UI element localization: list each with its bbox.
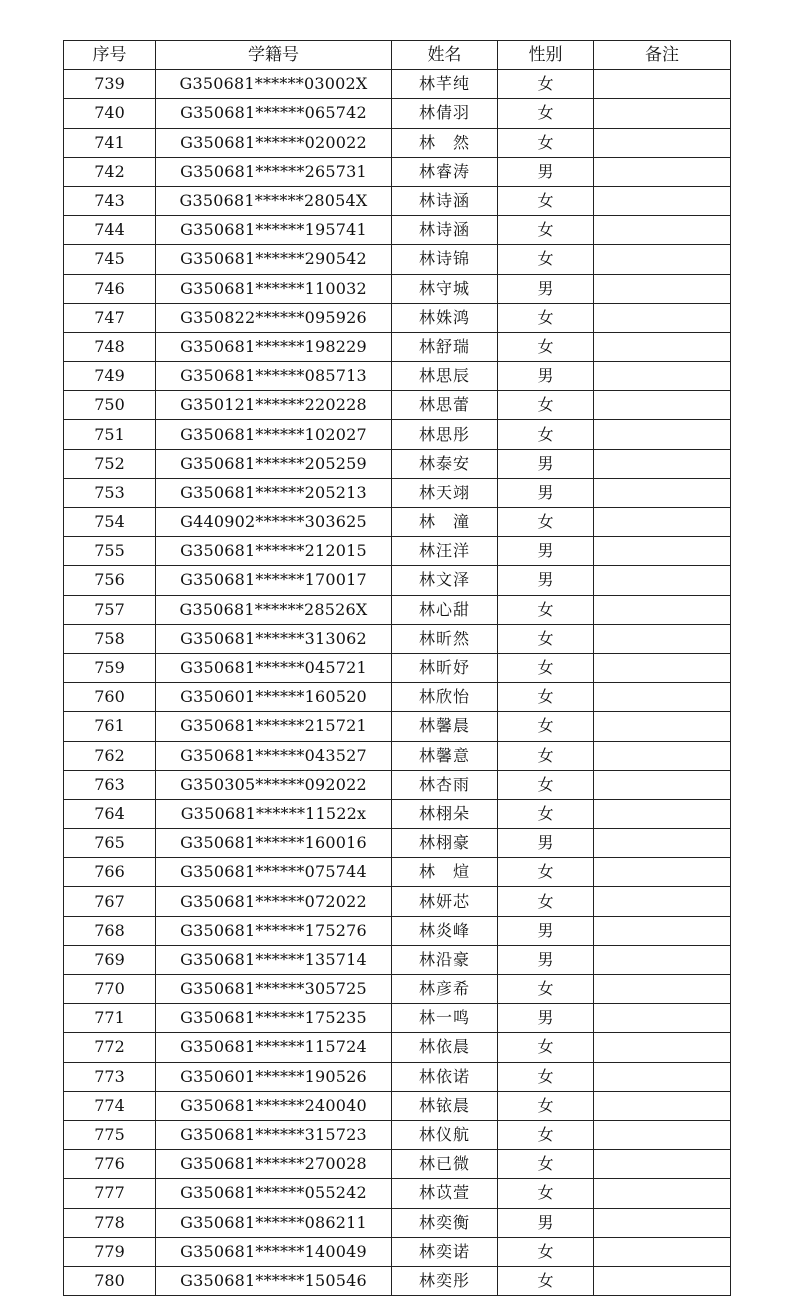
cell-gender: 女 <box>498 595 594 624</box>
cell-student-id: G350121******220228 <box>156 391 392 420</box>
cell-gender: 女 <box>498 624 594 653</box>
cell-student-id: G350681******086211 <box>156 1208 392 1237</box>
cell-remarks <box>594 653 731 682</box>
cell-student-id: G350681******28526X <box>156 595 392 624</box>
cell-seq: 776 <box>64 1150 156 1179</box>
cell-name: 林杏雨 <box>392 770 498 799</box>
cell-remarks <box>594 128 731 157</box>
cell-remarks <box>594 945 731 974</box>
cell-remarks <box>594 829 731 858</box>
cell-seq: 771 <box>64 1004 156 1033</box>
header-student-id: 学籍号 <box>156 41 392 70</box>
cell-gender: 女 <box>498 420 594 449</box>
cell-name: 林欣怡 <box>392 683 498 712</box>
cell-seq: 739 <box>64 70 156 99</box>
cell-gender: 男 <box>498 362 594 391</box>
cell-student-id: G350681******043527 <box>156 741 392 770</box>
cell-gender: 女 <box>498 975 594 1004</box>
cell-student-id: G350681******215721 <box>156 712 392 741</box>
cell-gender: 女 <box>498 1237 594 1266</box>
header-name: 姓名 <box>392 41 498 70</box>
cell-gender: 女 <box>498 1179 594 1208</box>
cell-seq: 780 <box>64 1266 156 1295</box>
table-row <box>64 1004 731 1033</box>
cell-remarks <box>594 1120 731 1149</box>
cell-remarks <box>594 566 731 595</box>
cell-name: 林沿豪 <box>392 945 498 974</box>
cell-seq: 751 <box>64 420 156 449</box>
cell-seq: 767 <box>64 887 156 916</box>
cell-student-id: G350681******115724 <box>156 1033 392 1062</box>
cell-student-id: G350681******195741 <box>156 216 392 245</box>
cell-gender: 女 <box>498 1062 594 1091</box>
cell-student-id: G350681******170017 <box>156 566 392 595</box>
cell-seq: 750 <box>64 391 156 420</box>
cell-seq: 764 <box>64 799 156 828</box>
cell-remarks <box>594 157 731 186</box>
table-row <box>64 128 731 157</box>
cell-gender: 女 <box>498 770 594 799</box>
cell-student-id: G350681******290542 <box>156 245 392 274</box>
cell-gender: 女 <box>498 186 594 215</box>
cell-name: 林一鸣 <box>392 1004 498 1033</box>
cell-name: 林姝鸿 <box>392 303 498 332</box>
cell-gender: 男 <box>498 449 594 478</box>
cell-name: 林思蕾 <box>392 391 498 420</box>
table-row <box>64 1266 731 1295</box>
cell-remarks <box>594 391 731 420</box>
cell-name: 林心甜 <box>392 595 498 624</box>
cell-gender: 女 <box>498 887 594 916</box>
cell-name: 林昕妤 <box>392 653 498 682</box>
cell-name: 林彦希 <box>392 975 498 1004</box>
table-row <box>64 537 731 566</box>
cell-seq: 749 <box>64 362 156 391</box>
cell-student-id: G350681******270028 <box>156 1150 392 1179</box>
cell-student-id: G350681******110032 <box>156 274 392 303</box>
cell-remarks <box>594 508 731 537</box>
cell-gender: 女 <box>498 1150 594 1179</box>
cell-name: 林已微 <box>392 1150 498 1179</box>
cell-seq: 772 <box>64 1033 156 1062</box>
cell-seq: 765 <box>64 829 156 858</box>
cell-remarks <box>594 1266 731 1295</box>
cell-student-id: G350681******102027 <box>156 420 392 449</box>
cell-seq: 753 <box>64 478 156 507</box>
cell-seq: 757 <box>64 595 156 624</box>
cell-gender: 女 <box>498 99 594 128</box>
cell-name: 林诗锦 <box>392 245 498 274</box>
cell-gender: 女 <box>498 1266 594 1295</box>
table-row <box>64 624 731 653</box>
cell-name: 林思彤 <box>392 420 498 449</box>
cell-student-id: G350681******135714 <box>156 945 392 974</box>
cell-student-id: G350681******265731 <box>156 157 392 186</box>
cell-name: 林奕诺 <box>392 1237 498 1266</box>
table-row <box>64 216 731 245</box>
table-row <box>64 1062 731 1091</box>
cell-remarks <box>594 799 731 828</box>
cell-name: 林芊纯 <box>392 70 498 99</box>
cell-gender: 男 <box>498 916 594 945</box>
cell-remarks <box>594 887 731 916</box>
cell-gender: 女 <box>498 391 594 420</box>
cell-seq: 770 <box>64 975 156 1004</box>
table-row <box>64 245 731 274</box>
cell-student-id: G350681******11522x <box>156 799 392 828</box>
cell-gender: 女 <box>498 653 594 682</box>
header-row <box>64 41 731 70</box>
cell-student-id: G440902******303625 <box>156 508 392 537</box>
cell-student-id: G350681******175276 <box>156 916 392 945</box>
cell-student-id: G350681******240040 <box>156 1091 392 1120</box>
cell-name: 林仪航 <box>392 1120 498 1149</box>
cell-gender: 女 <box>498 303 594 332</box>
cell-seq: 761 <box>64 712 156 741</box>
cell-name: 林天翊 <box>392 478 498 507</box>
table-row <box>64 1120 731 1149</box>
cell-gender: 女 <box>498 1120 594 1149</box>
cell-gender: 男 <box>498 537 594 566</box>
table-row <box>64 1091 731 1120</box>
table-row <box>64 799 731 828</box>
cell-gender: 男 <box>498 274 594 303</box>
table-row <box>64 391 731 420</box>
cell-remarks <box>594 975 731 1004</box>
cell-remarks <box>594 1062 731 1091</box>
cell-remarks <box>594 303 731 332</box>
table-row <box>64 945 731 974</box>
cell-name: 林馨晨 <box>392 712 498 741</box>
header-gender: 性别 <box>498 41 594 70</box>
cell-remarks <box>594 1208 731 1237</box>
table-row <box>64 303 731 332</box>
cell-gender: 女 <box>498 712 594 741</box>
cell-remarks <box>594 1237 731 1266</box>
cell-gender: 女 <box>498 508 594 537</box>
cell-student-id: G350681******045721 <box>156 653 392 682</box>
table-row <box>64 653 731 682</box>
cell-name: 林奕彤 <box>392 1266 498 1295</box>
cell-name: 林妍芯 <box>392 887 498 916</box>
cell-name: 林睿涛 <box>392 157 498 186</box>
cell-remarks <box>594 537 731 566</box>
cell-gender: 女 <box>498 858 594 887</box>
cell-remarks <box>594 712 731 741</box>
table-body <box>64 70 731 1296</box>
cell-remarks <box>594 858 731 887</box>
table-row <box>64 829 731 858</box>
cell-gender: 女 <box>498 1091 594 1120</box>
cell-seq: 777 <box>64 1179 156 1208</box>
cell-seq: 755 <box>64 537 156 566</box>
cell-remarks <box>594 478 731 507</box>
table-row <box>64 1237 731 1266</box>
cell-remarks <box>594 70 731 99</box>
cell-student-id: G350681******072022 <box>156 887 392 916</box>
cell-student-id: G350681******150546 <box>156 1266 392 1295</box>
cell-seq: 747 <box>64 303 156 332</box>
cell-name: 林 潼 <box>392 508 498 537</box>
cell-remarks <box>594 916 731 945</box>
cell-student-id: G350681******205213 <box>156 478 392 507</box>
cell-name: 林守城 <box>392 274 498 303</box>
cell-name: 林思辰 <box>392 362 498 391</box>
cell-gender: 女 <box>498 128 594 157</box>
table-row <box>64 566 731 595</box>
cell-name: 林依晨 <box>392 1033 498 1062</box>
cell-seq: 742 <box>64 157 156 186</box>
cell-remarks <box>594 770 731 799</box>
table-row <box>64 70 731 99</box>
table-row <box>64 887 731 916</box>
table-row <box>64 274 731 303</box>
cell-seq: 752 <box>64 449 156 478</box>
cell-gender: 女 <box>498 70 594 99</box>
cell-name: 林馨意 <box>392 741 498 770</box>
cell-gender: 女 <box>498 741 594 770</box>
cell-student-id: G350681******28054X <box>156 186 392 215</box>
cell-student-id: G350305******092022 <box>156 770 392 799</box>
cell-seq: 774 <box>64 1091 156 1120</box>
table-row <box>64 478 731 507</box>
cell-gender: 男 <box>498 1208 594 1237</box>
cell-seq: 763 <box>64 770 156 799</box>
table-row <box>64 1033 731 1062</box>
cell-name: 林铱晨 <box>392 1091 498 1120</box>
cell-name: 林诗涵 <box>392 216 498 245</box>
cell-seq: 756 <box>64 566 156 595</box>
cell-seq: 766 <box>64 858 156 887</box>
cell-student-id: G350681******212015 <box>156 537 392 566</box>
cell-remarks <box>594 741 731 770</box>
cell-name: 林栩豪 <box>392 829 498 858</box>
cell-name: 林 然 <box>392 128 498 157</box>
cell-remarks <box>594 332 731 361</box>
student-roster-table <box>63 40 731 1296</box>
cell-student-id: G350681******205259 <box>156 449 392 478</box>
cell-seq: 762 <box>64 741 156 770</box>
cell-remarks <box>594 1150 731 1179</box>
cell-gender: 女 <box>498 216 594 245</box>
cell-remarks <box>594 595 731 624</box>
cell-remarks <box>594 245 731 274</box>
cell-student-id: G350681******175235 <box>156 1004 392 1033</box>
cell-seq: 741 <box>64 128 156 157</box>
cell-remarks <box>594 683 731 712</box>
cell-name: 林昕然 <box>392 624 498 653</box>
cell-seq: 775 <box>64 1120 156 1149</box>
cell-gender: 女 <box>498 332 594 361</box>
table-row <box>64 975 731 1004</box>
cell-gender: 男 <box>498 157 594 186</box>
cell-seq: 745 <box>64 245 156 274</box>
cell-seq: 760 <box>64 683 156 712</box>
cell-remarks <box>594 420 731 449</box>
cell-seq: 748 <box>64 332 156 361</box>
cell-gender: 男 <box>498 1004 594 1033</box>
cell-seq: 746 <box>64 274 156 303</box>
cell-seq: 768 <box>64 916 156 945</box>
cell-name: 林苡萱 <box>392 1179 498 1208</box>
cell-seq: 769 <box>64 945 156 974</box>
cell-student-id: G350681******020022 <box>156 128 392 157</box>
cell-remarks <box>594 274 731 303</box>
cell-remarks <box>594 1091 731 1120</box>
cell-remarks <box>594 362 731 391</box>
cell-name: 林舒瑞 <box>392 332 498 361</box>
cell-seq: 754 <box>64 508 156 537</box>
table-row <box>64 186 731 215</box>
table-row <box>64 332 731 361</box>
table-header <box>64 41 731 70</box>
cell-name: 林栩朵 <box>392 799 498 828</box>
cell-gender: 女 <box>498 1033 594 1062</box>
cell-name: 林泰安 <box>392 449 498 478</box>
table-row <box>64 916 731 945</box>
cell-remarks <box>594 624 731 653</box>
table-row <box>64 1179 731 1208</box>
cell-student-id: G350681******03002X <box>156 70 392 99</box>
cell-gender: 男 <box>498 945 594 974</box>
table-row <box>64 362 731 391</box>
cell-name: 林文泽 <box>392 566 498 595</box>
table-row <box>64 157 731 186</box>
table-row <box>64 449 731 478</box>
cell-gender: 女 <box>498 799 594 828</box>
cell-seq: 758 <box>64 624 156 653</box>
table-row <box>64 741 731 770</box>
header-remarks: 备注 <box>594 41 731 70</box>
cell-name: 林诗涵 <box>392 186 498 215</box>
cell-remarks <box>594 186 731 215</box>
cell-student-id: G350681******140049 <box>156 1237 392 1266</box>
cell-remarks <box>594 216 731 245</box>
cell-student-id: G350601******190526 <box>156 1062 392 1091</box>
cell-seq: 779 <box>64 1237 156 1266</box>
cell-remarks <box>594 1179 731 1208</box>
table-row <box>64 1208 731 1237</box>
table-row <box>64 508 731 537</box>
cell-student-id: G350681******198229 <box>156 332 392 361</box>
cell-student-id: G350681******065742 <box>156 99 392 128</box>
cell-name: 林奕衡 <box>392 1208 498 1237</box>
cell-student-id: G350822******095926 <box>156 303 392 332</box>
cell-student-id: G350681******315723 <box>156 1120 392 1149</box>
table-row <box>64 712 731 741</box>
cell-student-id: G350681******160016 <box>156 829 392 858</box>
cell-name: 林依诺 <box>392 1062 498 1091</box>
table-row <box>64 99 731 128</box>
cell-gender: 女 <box>498 683 594 712</box>
cell-seq: 778 <box>64 1208 156 1237</box>
cell-student-id: G350681******085713 <box>156 362 392 391</box>
cell-name: 林倩羽 <box>392 99 498 128</box>
table-row <box>64 683 731 712</box>
table-row <box>64 1150 731 1179</box>
header-seq: 序号 <box>64 41 156 70</box>
cell-student-id: G350681******313062 <box>156 624 392 653</box>
cell-remarks <box>594 99 731 128</box>
cell-seq: 740 <box>64 99 156 128</box>
cell-name: 林汪洋 <box>392 537 498 566</box>
cell-student-id: G350681******055242 <box>156 1179 392 1208</box>
table-row <box>64 420 731 449</box>
table-row <box>64 770 731 799</box>
cell-seq: 759 <box>64 653 156 682</box>
cell-gender: 女 <box>498 245 594 274</box>
cell-seq: 773 <box>64 1062 156 1091</box>
cell-remarks <box>594 1004 731 1033</box>
cell-name: 林炎峰 <box>392 916 498 945</box>
cell-remarks <box>594 449 731 478</box>
cell-remarks <box>594 1033 731 1062</box>
cell-student-id: G350681******075744 <box>156 858 392 887</box>
cell-seq: 743 <box>64 186 156 215</box>
cell-gender: 男 <box>498 478 594 507</box>
cell-gender: 男 <box>498 829 594 858</box>
cell-gender: 男 <box>498 566 594 595</box>
cell-name: 林 煊 <box>392 858 498 887</box>
table-row <box>64 595 731 624</box>
cell-student-id: G350681******305725 <box>156 975 392 1004</box>
table-row <box>64 858 731 887</box>
cell-seq: 744 <box>64 216 156 245</box>
cell-student-id: G350601******160520 <box>156 683 392 712</box>
